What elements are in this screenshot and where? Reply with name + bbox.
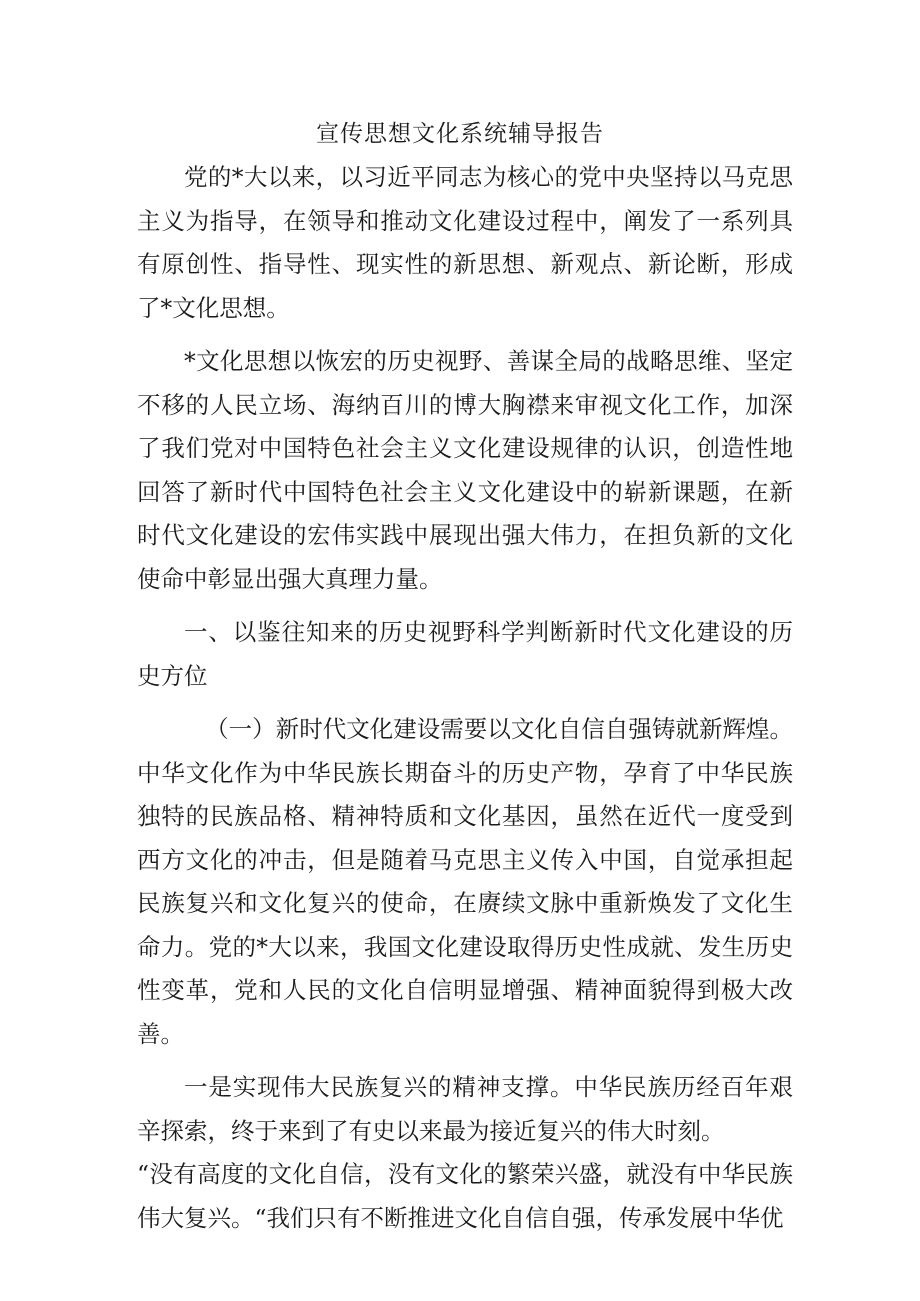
document-body (137, 156, 793, 1240)
paragraph-point-1: 一是实现伟大民族复兴的精神支撑。中华民族历经百年艰辛探索，终于来到了有史以来最为接近复兴的伟大时刻。 (137, 1073, 793, 1145)
document-title: 宣传思想文化系统辅导报告 (316, 121, 604, 147)
subsection-heading-1: （一）新时代文化建设需要以文化自信自强铸就新辉煌。中华文化作为中华民族长期奋斗的历史产物，孕育了中华民族独特的民族品格、精神特质和文化基因，虽然在近代一度受到西方文化的冲击，但是随着马克思主义传入中国，自觉承担起民族复兴和文化复兴的使命，在赓续文脉中重新焕发了文化生命力。党的*大以来，我国文化建设取得历史性成就、发生历史性变革，党和人民的文化自信明显增强、精神面貌得到极大改善。 (137, 715, 793, 1048)
paragraph-intro: 党的*大以来，以习近平同志为核心的党中央坚持以马克思主义为指导，在领导和推动文化建设过程中，阐发了一系列具有原创性、指导性、现实性的新思想、新观点、新论断，形成了*文化思想。 (137, 163, 793, 322)
section-heading-1: 一、以鉴往知来的历史视野科学判断新时代文化建设的历史方位 (137, 618, 793, 690)
paragraph-culture-thought: *文化思想以恢宏的历史视野、善谋全局的战略思维、坚定不移的人民立场、海纳百川的博大胸襟来审视文化工作，加深了我们党对中国特色社会主义文化建设规律的认识，创造性地回答了新时代中国特色社会主义文化建设中的崭新课题，在新时代文化建设的宏伟实践中展现出强大伟力，在担负新的文化使命中彰显出强大真理力量。 (137, 347, 793, 593)
paragraph-quote: “没有高度的文化自信，没有文化的繁荣兴盛，就没有中华民族伟大复兴。“我们只有不断推进文化自信自强，传承发展中华优 (137, 1160, 793, 1232)
